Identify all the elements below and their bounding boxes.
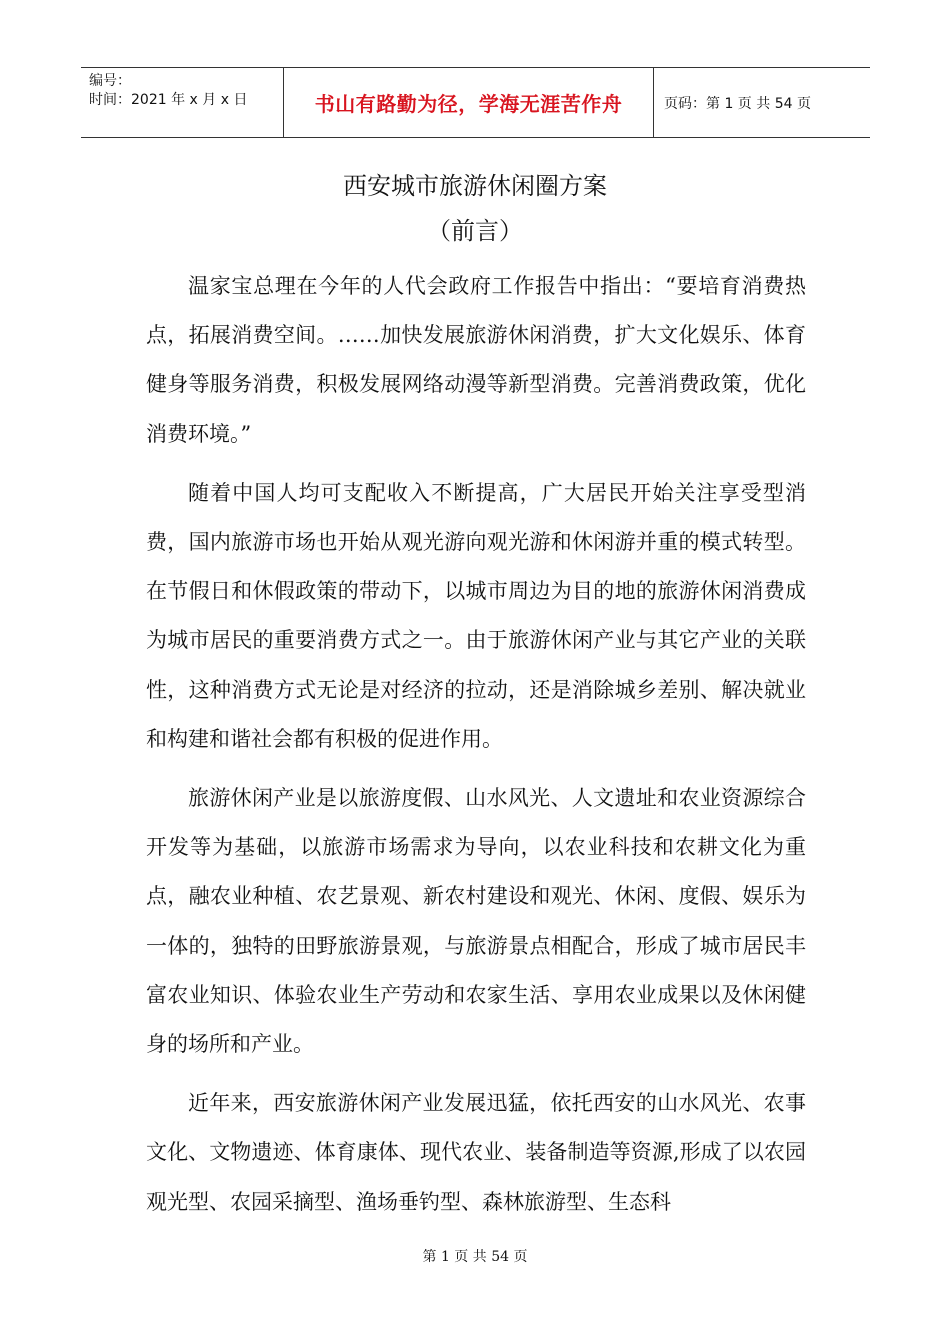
paragraph: 近年来，西安旅游休闲产业发展迅猛，依托西安的山水风光、农事文化、文物遗迹、体育康体、现代农业、装备制造等资源,形成了以农园观光型、农园采摘型、渔场垂钓型、森林旅游型、生态科 bbox=[146, 1091, 806, 1214]
document-number-label: 编号： bbox=[89, 73, 131, 89]
header-motto: 书山有路勤为径，学海无涯苦作舟 bbox=[314, 92, 623, 116]
paragraph: 旅游休闲产业是以旅游度假、山水风光、人文遗址和农业资源综合开发等为基础，以旅游市场需求为导向，以农业科技和农耕文化为重点，融农业种植、农艺景观、新农村建设和观光、休闲、度假、娱乐为一体的，独特的田野旅游景观，与旅游景点相配合，形成了城市居民丰富农业知识、体验农业生产劳动和农家生活、享用农业成果以及休闲健身的场所和产业。 bbox=[146, 786, 806, 1057]
document-title: 西安城市旅游休闲圈方案 bbox=[343, 172, 607, 200]
page-footer: 第 1 页 共 54 页 bbox=[422, 1249, 528, 1265]
document-body bbox=[146, 262, 806, 1237]
document-subtitle: （前言） bbox=[427, 217, 523, 245]
paragraph: 随着中国人均可支配收入不断提高，广大居民开始关注享受型消费，国内旅游市场也开始从观光游向观光游和休闲游并重的模式转型。在节假日和休假政策的带动下，以城市周边为目的地的旅游休闲消费成为城市居民的重要消费方式之一。由于旅游休闲产业与其它产业的关联性，这种消费方式无论是对经济的拉动，还是消除城乡差别、解决就业和构建和谐社会都有积极的促进作用。 bbox=[146, 480, 806, 751]
paragraph: 温家宝总理在今年的人代会政府工作报告中指出：“要培育消费热点，拓展消费空间。……加快发展旅游休闲消费，扩大文化娱乐、体育健身等服务消费，积极发展网络动漫等新型消费。完善消费政策，优化消费环境。” bbox=[146, 274, 806, 446]
header-motto-cell bbox=[283, 68, 654, 137]
header-page-info: 页码：第 1 页 共 54 页 bbox=[664, 95, 811, 112]
document-date-label: 时间：2021 年 x 月 x 日 bbox=[89, 92, 248, 108]
header-meta-cell bbox=[81, 68, 283, 137]
header-page-cell bbox=[654, 68, 870, 137]
header-table bbox=[81, 67, 870, 138]
